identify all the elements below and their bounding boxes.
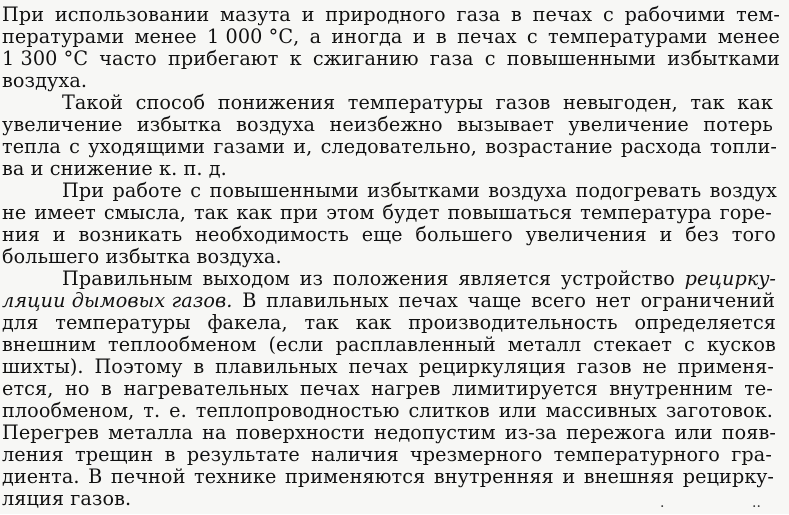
text-line: для температуры факела, так как производительность определяется (2, 311, 776, 334)
text-line: ляции дымовых газов. В плавильных печах чаще всего нет ограничений (2, 289, 775, 312)
text-line: шихты). Поэтому в плавильных печах рециркуляция газов не применя- (2, 355, 774, 378)
text-line: ния и возникать необходимость еще большего увеличения и без того (2, 223, 776, 246)
text-line: не имеет смысла, так как при этом будет повышаться температура горе- (2, 201, 772, 224)
text-line: При работе с повышенными избытками воздуха подогревать воздух (62, 179, 777, 202)
text-line: 1 300 °С часто прибегают к сжиганию газа с повышенными избытками (2, 47, 780, 70)
text-line: тепла с уходящими газами и, следовательно, возрастание расхода топли- (2, 135, 777, 158)
scan-artifact-mark: ·· (752, 499, 762, 515)
text-line: Правильным выходом из положения является устройство рециркy- (62, 267, 776, 290)
text-line: ления трещин в результате наличия чрезмерного температурного гра- (2, 443, 772, 466)
text-line: Перегрев металла на поверхности недопустим из-за пережога или появ- (2, 421, 776, 444)
text-line: ется, но в нагревательных печах нагрев лимитируется внутренним те- (2, 377, 773, 400)
text-line: ва и снижение к. п. д. (2, 157, 227, 180)
text-line: пературами менее 1 000 °С, а иногда и в печах с температурами менее (2, 25, 780, 48)
text-line: ляция газов. (2, 487, 132, 510)
emphasis-term: рециркy- (684, 267, 776, 290)
text-line: плообменом, т. е. теплопроводностью слитков или массивных заготовок. (2, 399, 773, 422)
text-line: Такой способ понижения температуры газов невыгоден, так как (62, 91, 773, 114)
text-line: увеличение избытка воздуха неизбежно вызывает увеличение потерь (2, 113, 773, 136)
text-line: При использовании мазута и природного газа в печах с рабочими тем- (2, 3, 780, 26)
text-line: большего избытка воздуха. (2, 245, 282, 268)
text-line: внешним теплообменом (если расплавленный металл стекает с кусков (2, 333, 776, 356)
scan-artifact-mark: · (660, 499, 665, 515)
text-line: диента. В печной технике применяются внутренняя и внешняя рециркy- (2, 465, 774, 488)
text-line: воздуха. (2, 69, 88, 92)
emphasis-term: ляции дымовых газов. (2, 289, 233, 312)
